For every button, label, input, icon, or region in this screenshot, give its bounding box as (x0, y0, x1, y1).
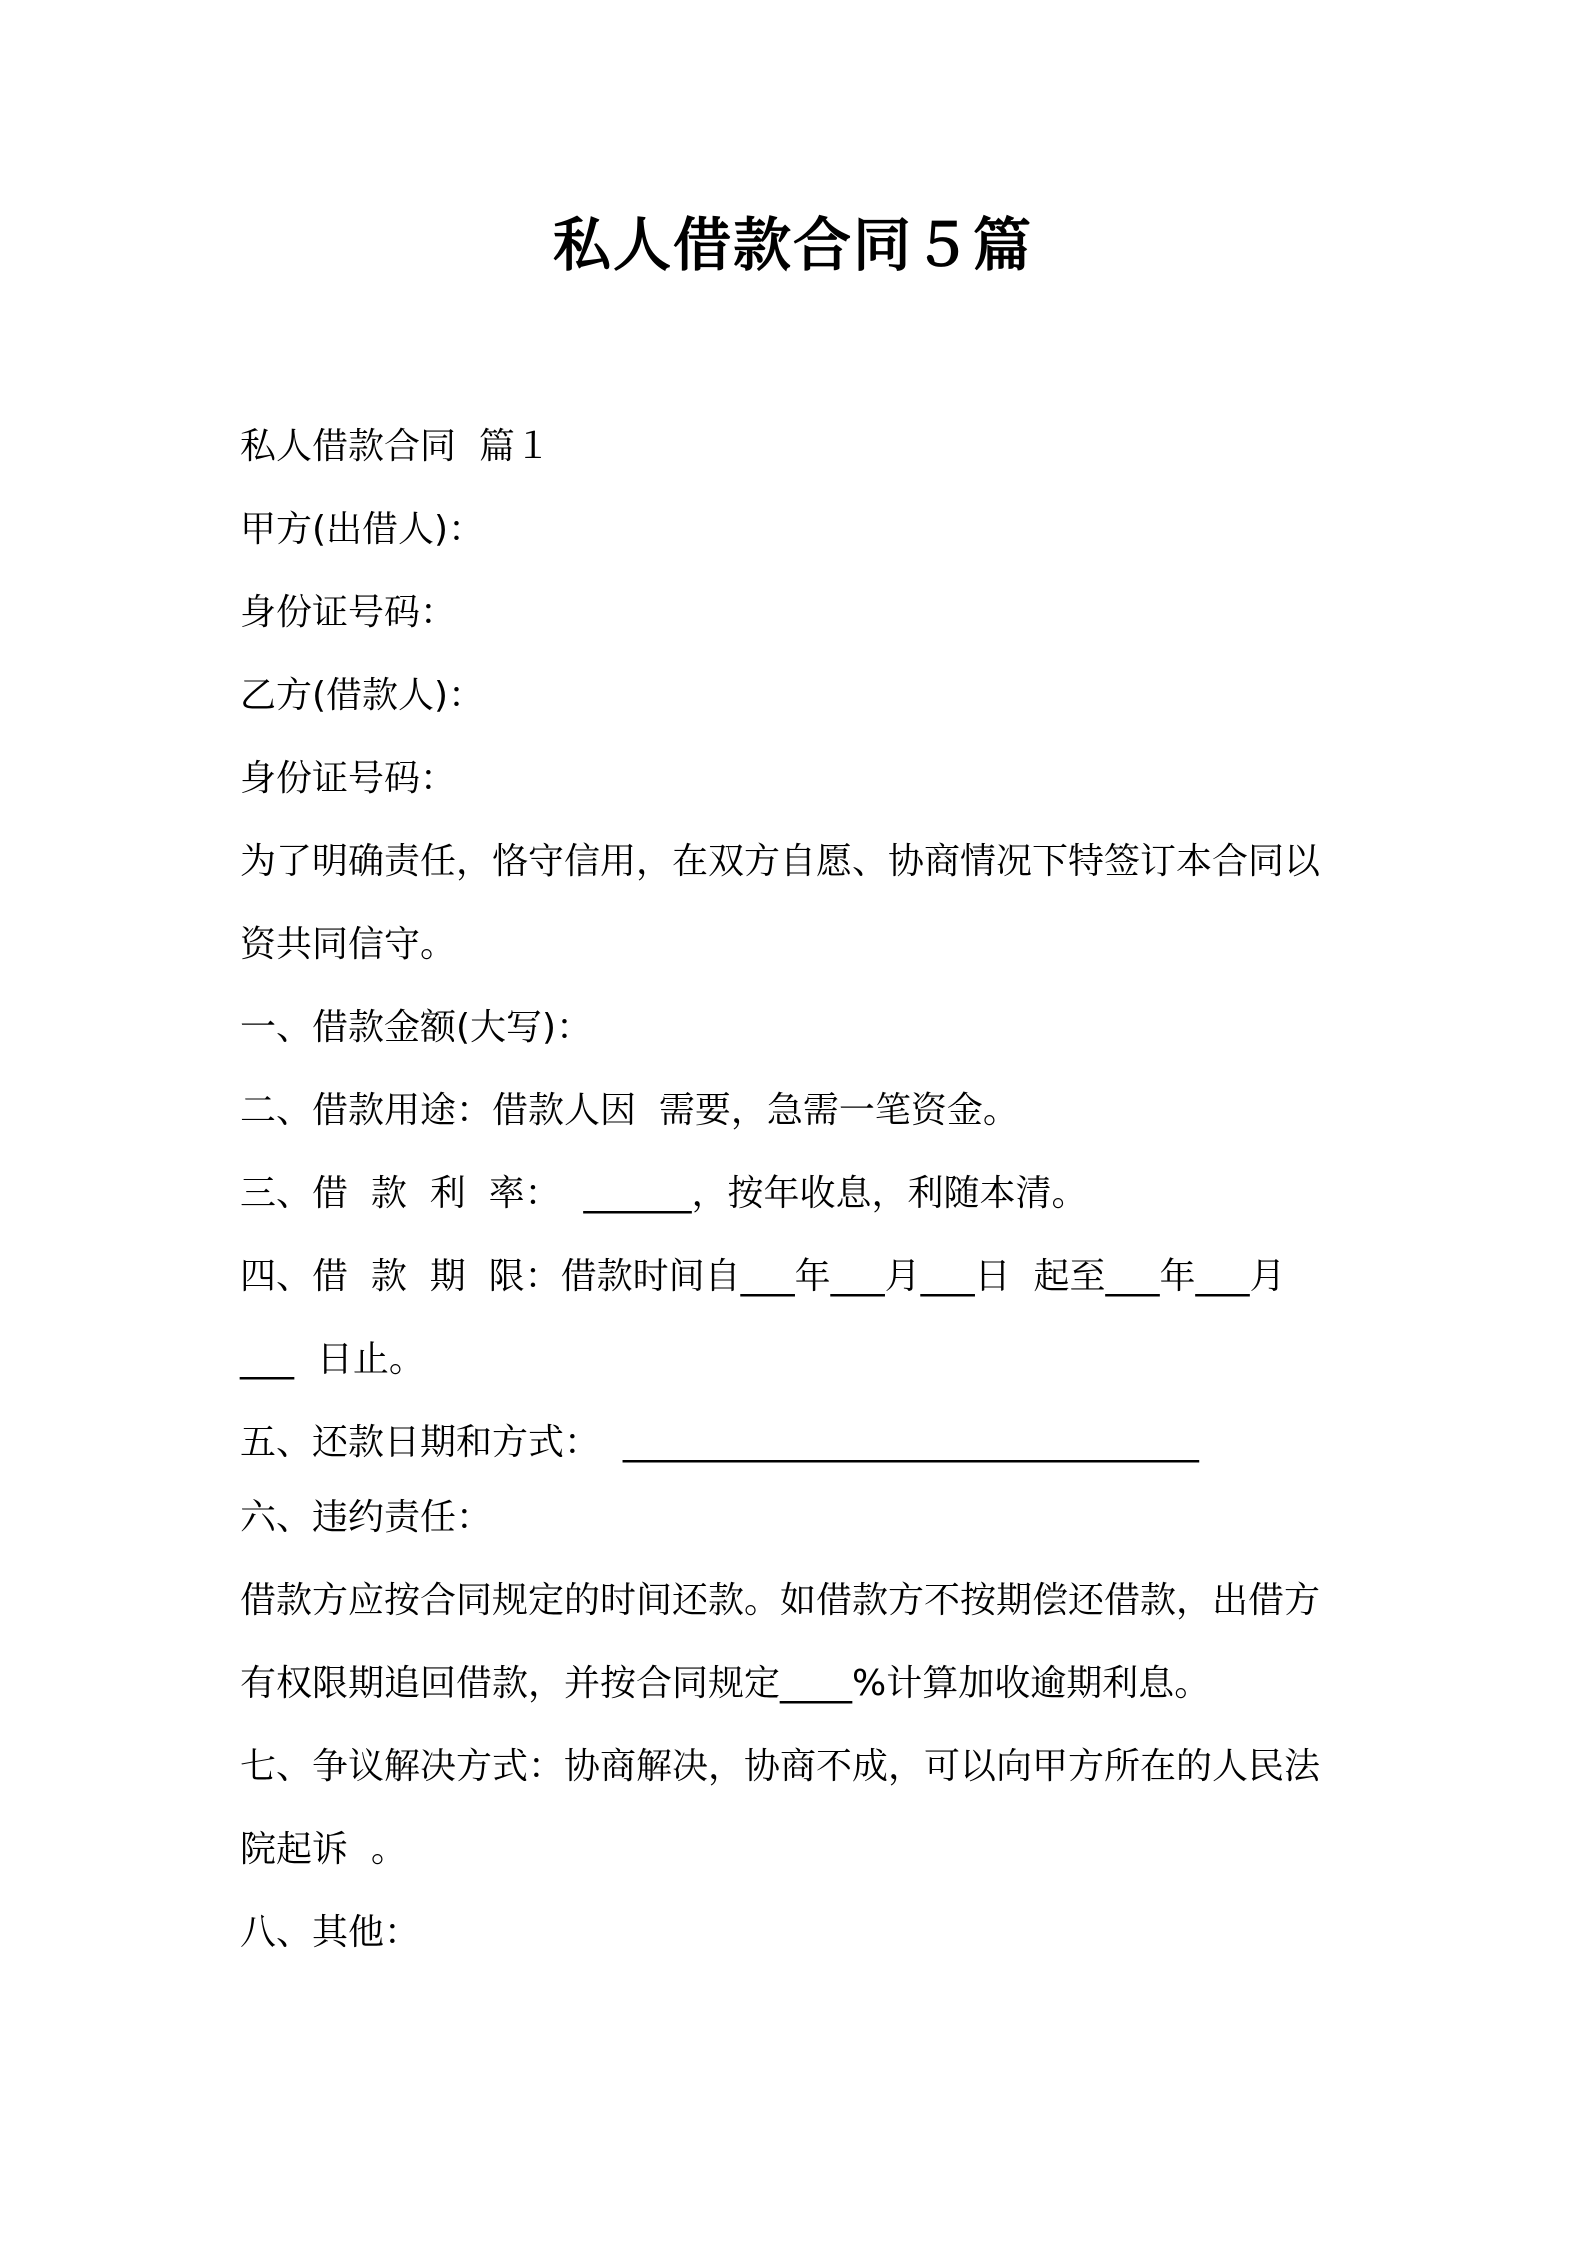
preamble-line-1: 为了明确责任，恪守信用，在双方自愿、协商情况下特签订本合同以 (240, 841, 1321, 882)
document-body (240, 405, 1360, 1974)
clause-4-term-line-1: 四、借 款 期 限：借款时间自___年___月___日 起至___年___月 (240, 1256, 1286, 1297)
document-title: 私人借款合同５篇 (552, 211, 1033, 279)
party-b-id-line: 身份证号码： (240, 758, 457, 799)
clause-8-other: 八、其他： (240, 1912, 421, 1953)
clause-6-liability: 六、违约责任： (240, 1497, 493, 1538)
clause-6-text-line-1: 借款方应按合同规定的时间还款。如借款方不按期偿还借款，出借方 (240, 1580, 1321, 1621)
clause-5-repayment: 五、还款日期和方式： ________________________________ (240, 1422, 1199, 1463)
party-a-line: 甲方(出借人)： (240, 509, 485, 550)
clause-7-dispute-line-1: 七、争议解决方式：协商解决，协商不成，可以向甲方所在的人民法 (240, 1746, 1321, 1787)
clause-1-amount: 一、借款金额(大写)： (240, 1007, 593, 1048)
section-heading: 私人借款合同 篇１ (240, 426, 551, 467)
clause-6-text-line-2: 有权限期追回借款，并按合同规定____%计算加收逾期利息。 (240, 1663, 1211, 1704)
clause-2-purpose: 二、借款用途：借款人因 需要，急需一笔资金。 (240, 1090, 1019, 1131)
clause-7-dispute-line-2: 院起诉 。 (240, 1829, 407, 1870)
party-b-line: 乙方(借款人)： (240, 675, 485, 716)
party-a-id-line: 身份证号码： (240, 592, 457, 633)
clause-3-interest-rate: 三、借 款 利 率： ______，按年收息，利随本清。 (240, 1173, 1088, 1214)
preamble-line-2: 资共同信守。 (240, 924, 457, 965)
clause-4-term-line-2: ___ 日止。 (240, 1339, 425, 1380)
